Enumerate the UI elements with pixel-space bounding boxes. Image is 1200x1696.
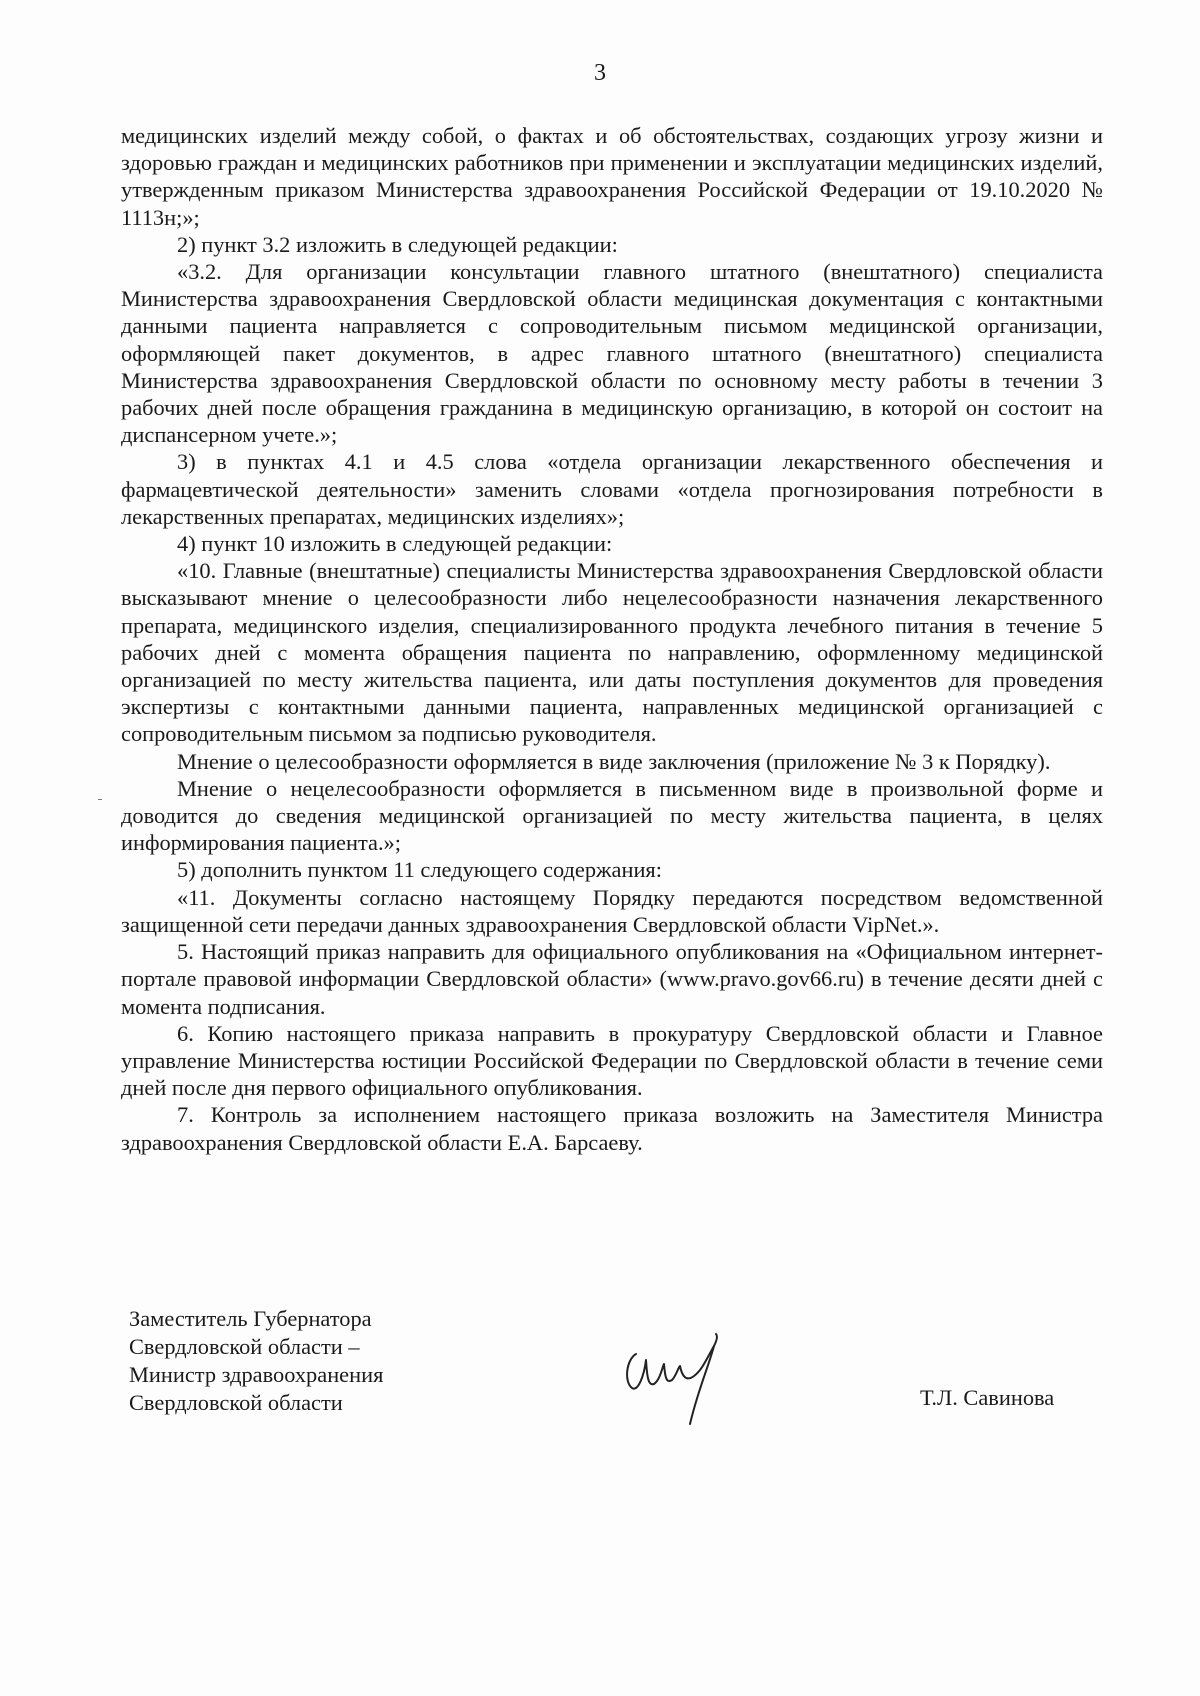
signatory-title-line: Заместитель Губернатора xyxy=(129,1306,372,1331)
paragraph-quote-3-2: «3.2. Для организации консультации главного штатного (внештатного) специалиста Министерства здравоохранения Свердловской области медицинская документация с контактными данными пациента направляется с сопроводительным письмом медицинской организации, оформляющей пакет документов, в адрес главного штатного (внештатного) специалиста Министерства здравоохранения Свердловской области по основному месту работы в течении 3 рабочих дней после обращения гражданина в медицинскую организацию, в которой он состоит на диспансерном учете.»; xyxy=(121,259,1103,448)
signatory-title-line: Свердловской области xyxy=(129,1390,343,1415)
signatory-title xyxy=(129,1305,383,1417)
paragraph-quote-11: «11. Документы согласно настоящему Порядку передаются посредством ведомственной защищенной сети передачи данных здравоохранения Свердловской области VipNet.». xyxy=(121,884,1103,937)
paragraph-item-3: 3) в пунктах 4.1 и 4.5 слова «отдела организации лекарственного обеспечения и фармацевтической деятельности» заменить словами «отдела прогнозирования потребности в лекарственных препаратах, медицинских изделиях»; xyxy=(121,449,1103,529)
paragraph-opinion-negative: Мнение о нецелесообразности оформляется в письменном виде в произвольной форме и доводится до сведения медицинской организацией по месту жительства пациента, в целях информирования пациента.»; xyxy=(121,775,1103,856)
paragraph-section-7: 7. Контроль за исполнением настоящего приказа возложить на Заместителя Министра здравоохранения Свердловской области Е.А. Барсаеву. xyxy=(121,1102,1103,1155)
signatory-title-line: Министр здравоохранения xyxy=(129,1362,384,1387)
signatory-title-line: Свердловской области – xyxy=(129,1334,360,1359)
scan-artifact xyxy=(98,799,102,800)
paragraph-item-4: 4) пункт 10 изложить в следующей редакции: xyxy=(177,531,613,557)
paragraph-item-2: 2) пункт 3.2 изложить в следующей редакции: xyxy=(177,231,618,257)
paragraph-continuation: медицинских изделий между собой, о фактах и об обстоятельствах, создающих угрозу жизни и здоровью граждан и медицинских работников при применении и эксплуатации медицинских изделий, утвержденным приказом Министерства здравоохранения Российской Федерации от 19.10.2020 № 1113н;»; xyxy=(121,123,1103,230)
document-body xyxy=(121,122,1103,1156)
signatory-name: Т.Л. Савинова xyxy=(920,1385,1055,1410)
paragraph-quote-10: «10. Главные (внештатные) специалисты Министерства здравоохранения Свердловской области высказывают мнение о целесообразности либо нецелесообразности назначения лекарственного препарата, медицинского изделия, специализированного продукта лечебного питания в течение 5 рабочих дней с момента обращения пациента по направлению, оформленному медицинской организацией по месту жительства пациента, или даты поступления документов для проведения экспертизы с контактными данными пациента, направленных медицинской организацией с сопроводительным письмом за подписью руководителя. xyxy=(121,558,1103,747)
page-number: 3 xyxy=(594,60,606,86)
handwritten-signature xyxy=(618,1320,758,1430)
paragraph-opinion-positive: Мнение о целесообразности оформляется в виде заключения (приложение № 3 к Порядку). xyxy=(177,748,1051,774)
paragraph-section-5: 5. Настоящий приказ направить для официального опубликования на «Официальном интернет-портале правовой информации Свердловской области» (www.pravo.gov66.ru) в течение десяти дней с момента подписания. xyxy=(121,939,1103,1019)
paragraph-section-6: 6. Копию настоящего приказа направить в прокуратуру Свердловской области и Главное управление Министерства юстиции Российской Федерации по Свердловской области в течение семи дней после дня первого официального опубликования. xyxy=(121,1020,1103,1101)
paragraph-item-5: 5) дополнить пунктом 11 следующего содержания: xyxy=(177,857,662,883)
